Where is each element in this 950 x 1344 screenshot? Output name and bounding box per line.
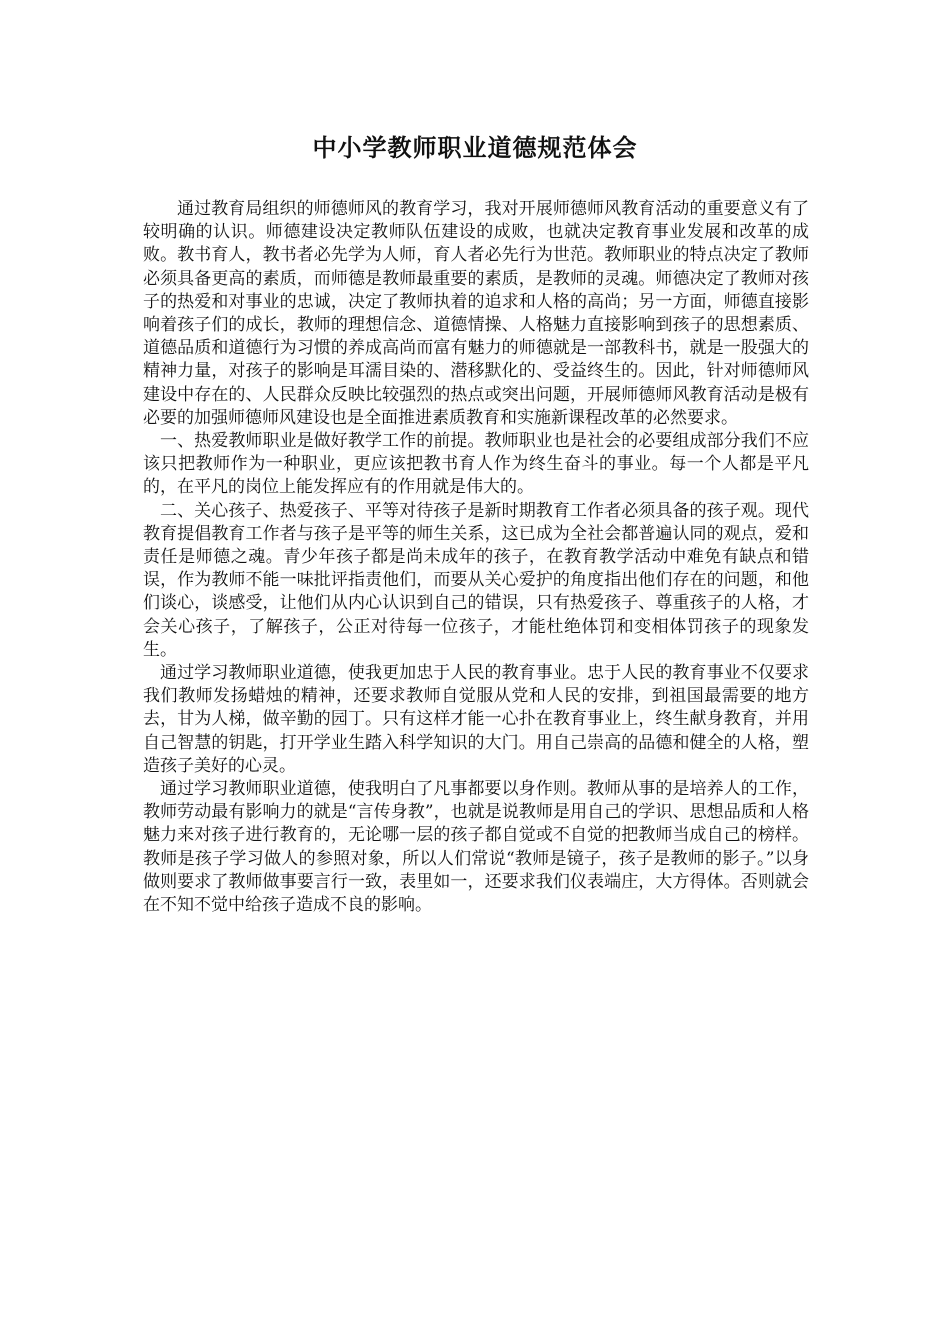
document-title: 中小学教师职业道德规范体会 [312, 133, 638, 162]
paragraph-loyalty: 通过学习教师职业道德，使我更加忠于人民的教育事业。忠于人民的教育事业不仅要求我们教师发扬蜡烛的精神，还要求教师自觉服从党和人民的安排，到祖国最需要的地方去，甘为人梯，做辛勤的园丁。只有这样才能一心扑在教育事业上，终生献身教育，并用自己智慧的钥匙，打开学业生踏入科学知识的大门。用自己崇高的品德和健全的人格，塑造孩子美好的心灵。 [143, 663, 809, 776]
paragraph-point-2: 二、关心孩子、热爱孩子、平等对待孩子是新时期教育工作者必须具备的孩子观。现代教育提倡教育工作者与孩子是平等的师生关系，这已成为全社会都普遍认同的观点，爱和责任是师德之魂。青少年孩子都是尚未成年的孩子，在教育教学活动中难免有缺点和错误，作为教师不能一味批评指责他们，而要从关心爱护的角度指出他们存在的问题，和他们谈心，谈感受，让他们从内心认识到自己的错误，只有热爱孩子、尊重孩子的人格，才会关心孩子，了解孩子，公正对待每一位孩子，才能杜绝体罚和变相体罚孩子的现象发生。 [143, 500, 809, 660]
paragraph-point-1: 一、热爱教师职业是做好教学工作的前提。教师职业也是社会的必要组成部分我们不应该只把教师作为一种职业，更应该把教书育人作为终生奋斗的事业。每一个人都是平凡的，在平凡的岗位上能发挥应有的作用就是伟大的。 [143, 431, 809, 498]
paragraph-intro: 通过教育局组织的师德师风的教育学习，我对开展师德师风教育活动的重要意义有了较明确的认识。师德建设决定教师队伍建设的成败，也就决定教育事业发展和改革的成败。教书育人，教书者必先学为人师，育人者必先行为世范。教师职业的特点决定了教师必须具备更高的素质，而师德是教师最重要的素质，是教师的灵魂。师德决定了教师对孩子的热爱和对事业的忠诚，决定了教师执着的追求和人格的高尚；另一方面，师德直接影响着孩子们的成长，教师的理想信念、道德情操、人格魅力直接影响到孩子的思想素质、道德品质和道德行为习惯的养成高尚而富有魅力的师德就是一部教科书，就是一股强大的精神力量，对孩子的影响是耳濡目染的、潜移默化的、受益终生的。因此，针对师德师风建设中存在的、人民群众反映比较强烈的热点或突出问题，开展师德师风教育活动是极有必要的加强师德师风建设也是全面推进素质教育和实施新课程改革的必然要求。 [143, 199, 809, 428]
paragraph-example: 通过学习教师职业道德，使我明白了凡事都要以身作则。教师从事的是培养人的工作，教师劳动最有影响力的就是“言传身教”，也就是说教师是用自己的学识、思想品质和人格魅力来对孩子进行教育的，无论哪一层的孩子都自觉或不自觉的把教师当成自己的榜样。教师是孩子学习做人的参照对象，所以人们常说“教师是镜子，孩子是教师的影子。”以身做则要求了教师做事要言行一致，表里如一，还要求我们仪表端庄，大方得体。否则就会在不知不觉中给孩子造成不良的影响。 [143, 779, 809, 916]
document-body [143, 198, 809, 917]
